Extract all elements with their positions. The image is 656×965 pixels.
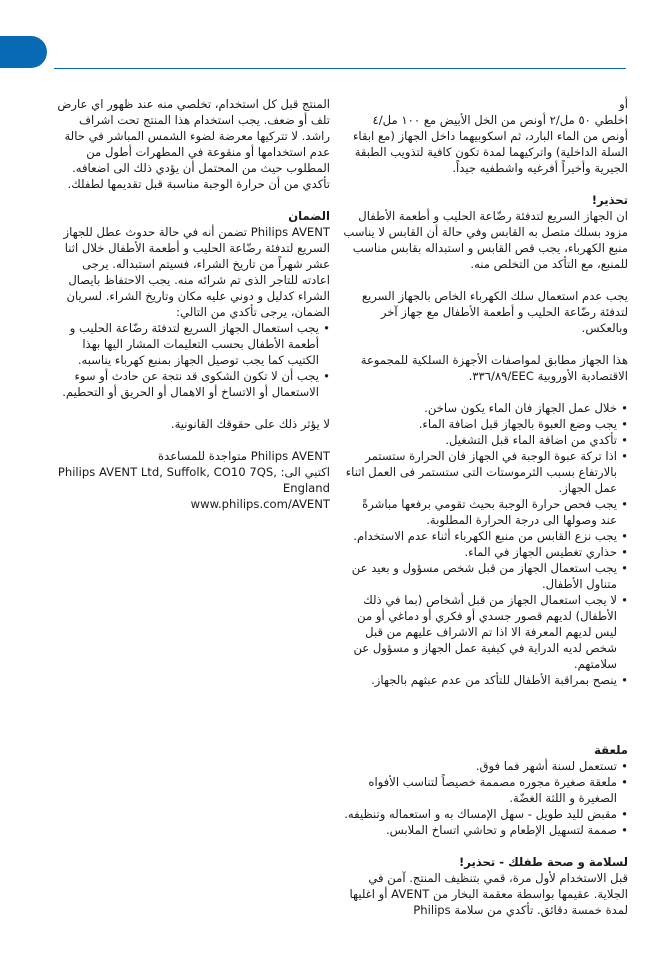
list-item: • يجب وضع العبوة بالجهاز قبل اضافة الماء. (343, 416, 628, 432)
care-paragraph: المنتج قبل كل استخدام، تخلصي منه عند ظهور اي عارض تلف أو ضعف. يجب استخدام هذا المنتج تحت اشراف راشد. لا تتركيها معرضة لضوء الشمس المباشر في حالة عدم استخدامها أو منقوعة في المطهرات أطول من المطلوب حيث من المحتمل أن يؤدي ذلك الى اضعافه. تأكدي من أن حرارة الوجبة مناسبة قبل تقديمها لطفلك. (57, 97, 330, 191)
warning-heading: تحذير! (591, 193, 628, 207)
help-line: Philips AVENT متواجدة للمساعدة (158, 449, 330, 463)
list-item: • يجب استعمال الجهاز من قبل شخص مسؤول و بعيد عن متناول الأطفال. (343, 560, 628, 592)
intro-text: أو (619, 97, 628, 111)
list-item: • خلال عمل الجهاز فان الماء يكون ساخن. (343, 400, 628, 416)
list-item: • حذاري تغطيس الجهاز في الماء. (343, 544, 628, 560)
safety-heading: لسلامة و صحة طفلك - تحذير! (458, 855, 628, 869)
header-rule (54, 68, 626, 69)
safety-paragraph: قبل الاستخدام لأول مرة، قمي بتنظيف المنتج. آمن في الجلاية. عقيمها بواسطة معقمة البخار من AVENT أو اغليها لمدة خمسة دقائق. تأكدي من سلامة Philips (349, 871, 628, 917)
eec-paragraph: هذا الجهاز مطابق لمواصفات الأجهزة السلكية للمجموعة الاقتصادية الأوروبية EEC/٣٣٦/٨٩. (360, 353, 628, 383)
list-item: • يجب استعمال الجهاز السريع لتدفئة رضّاعة الحليب و أطعمة الأطفال بحسب التعليمات المشار اليها بهذا الكتيب كما يجب توصيل الجهاز بمنبع كهرباء يناسبه. (52, 320, 330, 368)
list-item: • تأكدي من اضافة الماء قبل التشغيل. (343, 432, 628, 448)
list-item: • صممة لتسهيل الإطعام و تحاشي اتساخ الملابس. (343, 822, 628, 838)
sterilize-paragraph: اخلطي ٥٠ مل/٢ أونص من الخل الأبيض مع ١٠٠ مل/٤ أونص من الماء البارد، ثم اسكوبيهما داخل الجهاز (مع ابقاء السلة الداخلية) واتركيهما لمدة تكون كافية لتذويب الطبقة الجيرية وأخيراً أفرغيه واشطفيه جيداً. (352, 113, 628, 175)
list-item: • يجب أن لا تكون الشكوى قد نتجة عن حادث أو سوء الاستعمال أو الاتساخ أو الاهمال أو الحريق أو التحطيم. (52, 368, 330, 400)
list-item: • يجب نزع القابس من منبع الكهرباء أثناء عدم الاستخدام. (343, 528, 628, 544)
list-item: • مقبض لليد طويل - سهل الإمساك به و استعماله وتنظيفه. (343, 806, 628, 822)
legal-rights-text: لا يؤثر ذلك على حقوقك القانونية. (170, 417, 330, 431)
section-tab (0, 36, 47, 68)
safety-bullet-list (343, 400, 628, 688)
list-item: • اذا تركة عبوة الوجبة في الجهاز فان الحرارة ستستمر بالارتفاع بسبب الثرموستات التى ستستمر فى العمل اثناء عمل الجهاز. (343, 448, 628, 496)
spoon-heading: ملعقة (594, 743, 628, 757)
list-item: • يجب فحص حرارة الوجبة بحيث تقومي برفعها مباشرةً عند وصولها الى درجة الحرارة المطلوبة. (343, 496, 628, 528)
address-line: اكتبي الى: Philips AVENT Ltd, Suffolk, CO10 7QS, England (57, 465, 330, 495)
list-item: • ملعقة صغيرة مجوره مصممة خصيصاً لتناسب الأفواه الصغيرة و اللثة الغضّة. (343, 774, 628, 806)
warranty-paragraph: Philips AVENT تضمن أنه في حالة حدوث عطل للجهاز السريع لتدفئة رضّاعة الحليب و أطعمة الأطفال خلال اثنا عشر شهراً من تاريخ الشراء، فسيتم استبداله. يرجى اعادته للتاجر الذى تم شرائه منه. يجب الاحتفاظ بايصال الشراء كدليل و دوني عليه مكان وتاريخ الشراء. لسريان الضمان، يرجى تأكدي من التالي: (63, 225, 330, 319)
spoon-bullet-list (343, 758, 628, 838)
list-item: • ينصح بمراقبة الأطفال للتأكد من عدم عبثهم بالجهاز. (343, 672, 628, 688)
warranty-heading: الضمان (288, 209, 330, 223)
list-item: • لا يجب استعمال الجهاز من قبل أشخاص (بما في ذلك الأطفال) لديهم قصور جسدي أو فكري أو دماغي أو من ليس لديهم المعرفة الا اذا تم الاشراف عليهم من قبل شخص لديه الدراية في كيفية عمل الجهاز و مسؤول عن سلامتهم. (343, 592, 628, 672)
warning-paragraph-1: ان الجهاز السريع لتدفئة رضّاعة الحليب و أطعمة الأطفال مزود بسلك متصل به القابس وفي حالة أن القابس لا يناسب منبع الكهرباء، يجب قص القابس و استبداله بقابس مناسب للمنبع، مع التأكد من التخلص منه. (343, 209, 628, 271)
list-item: • تستعمل لسنة أشهر فما فوق. (343, 758, 628, 774)
left-column (52, 96, 330, 512)
warning-paragraph-2: يجب عدم استعمال سلك الكهرباء الخاص بالجهاز السريع لتدفئة رضّاعة الحليب و أطعمة الأطفال مع جهاز آخر وبالعكس. (361, 289, 628, 335)
website-link[interactable]: www.philips.com/AVENT (190, 497, 330, 511)
warranty-bullet-list (52, 320, 330, 400)
right-column (343, 96, 628, 918)
